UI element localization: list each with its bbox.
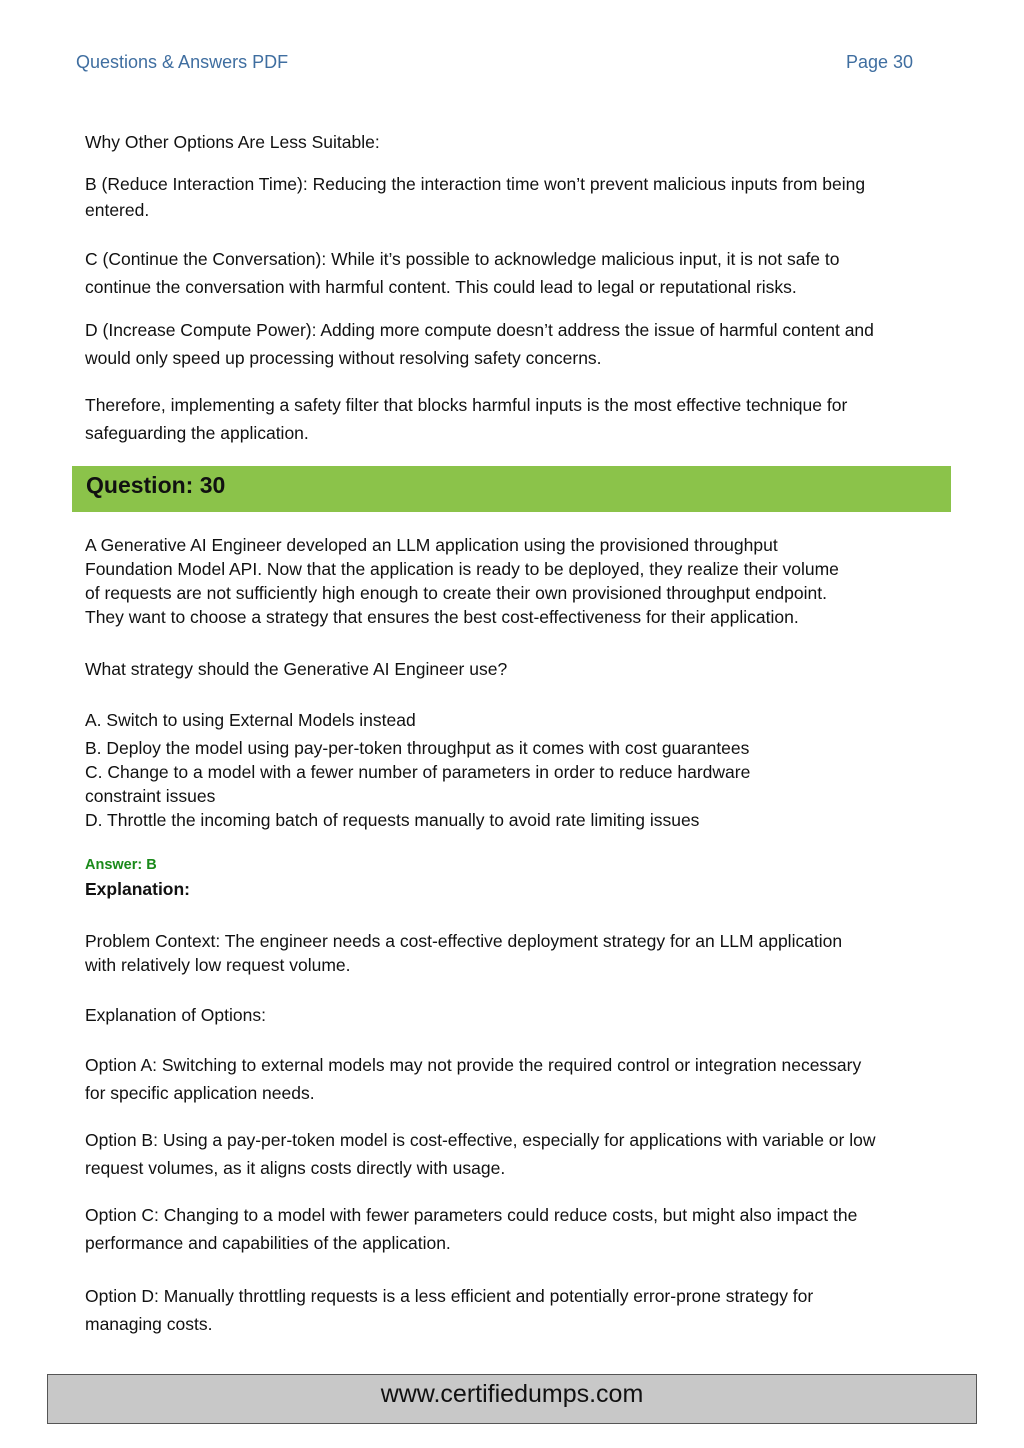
- option-b-reason: [85, 172, 865, 222]
- question-body-line: They want to choose a strategy that ensures the best cost-effectiveness for their application.: [85, 607, 799, 627]
- explanation-option-b-line: Option B: Using a pay-per-token model is cost-effective, especially for applications with variable or low: [85, 1130, 876, 1150]
- explanation-option-a-line: Option A: Switching to external models may not provide the required control or integration necessary: [85, 1055, 862, 1075]
- why-other-options-heading: Why Other Options Are Less Suitable:: [85, 132, 380, 152]
- explanation-option-b: [85, 1126, 875, 1182]
- explanation-option-d-line: managing costs.: [85, 1314, 213, 1334]
- document-title: Questions & Answers PDF: [76, 52, 289, 72]
- explanation-option-b-line: request volumes, as it aligns costs directly with usage.: [85, 1158, 506, 1178]
- option-b-reason-line: B (Reduce Interaction Time): Reducing the interaction time won’t prevent malicious inputs from being: [85, 174, 866, 194]
- conclusion-paragraph: [85, 391, 847, 447]
- explanation-option-d-line: Option D: Manually throttling requests is a less efficient and potentially error-prone strategy for: [85, 1286, 814, 1306]
- question-option-a: A. Switch to using External Models instead: [85, 710, 416, 730]
- option-d-reason: [85, 316, 874, 372]
- footer-bar: [47, 1374, 977, 1424]
- explanation-option-a-line: for specific application needs.: [85, 1083, 315, 1103]
- conclusion-line: safeguarding the application.: [85, 423, 309, 443]
- explanation-label: Explanation:: [85, 879, 191, 899]
- question-option-d: D. Throttle the incoming batch of requests manually to avoid rate limiting issues: [85, 810, 700, 830]
- question-title: Question: 30: [86, 472, 226, 498]
- explanation-option-c-line: performance and capabilities of the application.: [85, 1233, 451, 1253]
- question-body-line: A Generative AI Engineer developed an LLM application using the provisioned throughput: [85, 535, 778, 555]
- explanation-option-c-line: Option C: Changing to a model with fewer parameters could reduce costs, but might also impact the: [85, 1205, 858, 1225]
- question-body-line: Foundation Model API. Now that the application is ready to be deployed, they realize their volume: [85, 559, 839, 579]
- option-d-reason-line: would only speed up processing without resolving safety concerns.: [85, 348, 602, 368]
- question-option-c: C. Change to a model with a fewer number of parameters in order to reduce hardware: [85, 762, 751, 782]
- question-option-b: B. Deploy the model using pay-per-token throughput as it comes with cost guarantees: [85, 738, 750, 758]
- answer-label: Answer: B: [85, 857, 157, 873]
- conclusion-line: Therefore, implementing a safety filter that blocks harmful inputs is the most effective technique for: [85, 395, 848, 415]
- option-c-reason-line: continue the conversation with harmful content. This could lead to legal or reputational risks.: [85, 277, 797, 297]
- explanation-option-d: [85, 1282, 813, 1338]
- question-option-c-continued: constraint issues: [85, 786, 216, 806]
- option-d-reason-line: D (Increase Compute Power): Adding more compute doesn’t address the issue of harmful content and: [85, 320, 874, 340]
- option-b-reason-line: entered.: [85, 200, 150, 220]
- explanation-of-options-heading: Explanation of Options:: [85, 1005, 266, 1025]
- problem-context: [85, 929, 842, 977]
- question-body: [85, 533, 839, 629]
- problem-context-line: Problem Context: The engineer needs a cost-effective deployment strategy for an LLM application: [85, 931, 843, 951]
- explanation-option-c: [85, 1201, 857, 1257]
- option-c-reason-line: C (Continue the Conversation): While it’s possible to acknowledge malicious input, it is not safe to: [85, 249, 840, 269]
- question-body-line: of requests are not sufficiently high enough to create their own provisioned throughput endpoint.: [85, 583, 827, 603]
- page-number: Page 30: [846, 52, 914, 72]
- question-prompt: What strategy should the Generative AI Engineer use?: [85, 659, 508, 679]
- option-c-reason: [85, 245, 840, 301]
- footer-website-link[interactable]: www.certifiedumps.com: [380, 1380, 644, 1408]
- question-banner: [72, 466, 951, 512]
- explanation-option-a: [85, 1051, 861, 1107]
- question-options-list: [85, 736, 750, 832]
- problem-context-line: with relatively low request volume.: [85, 955, 351, 975]
